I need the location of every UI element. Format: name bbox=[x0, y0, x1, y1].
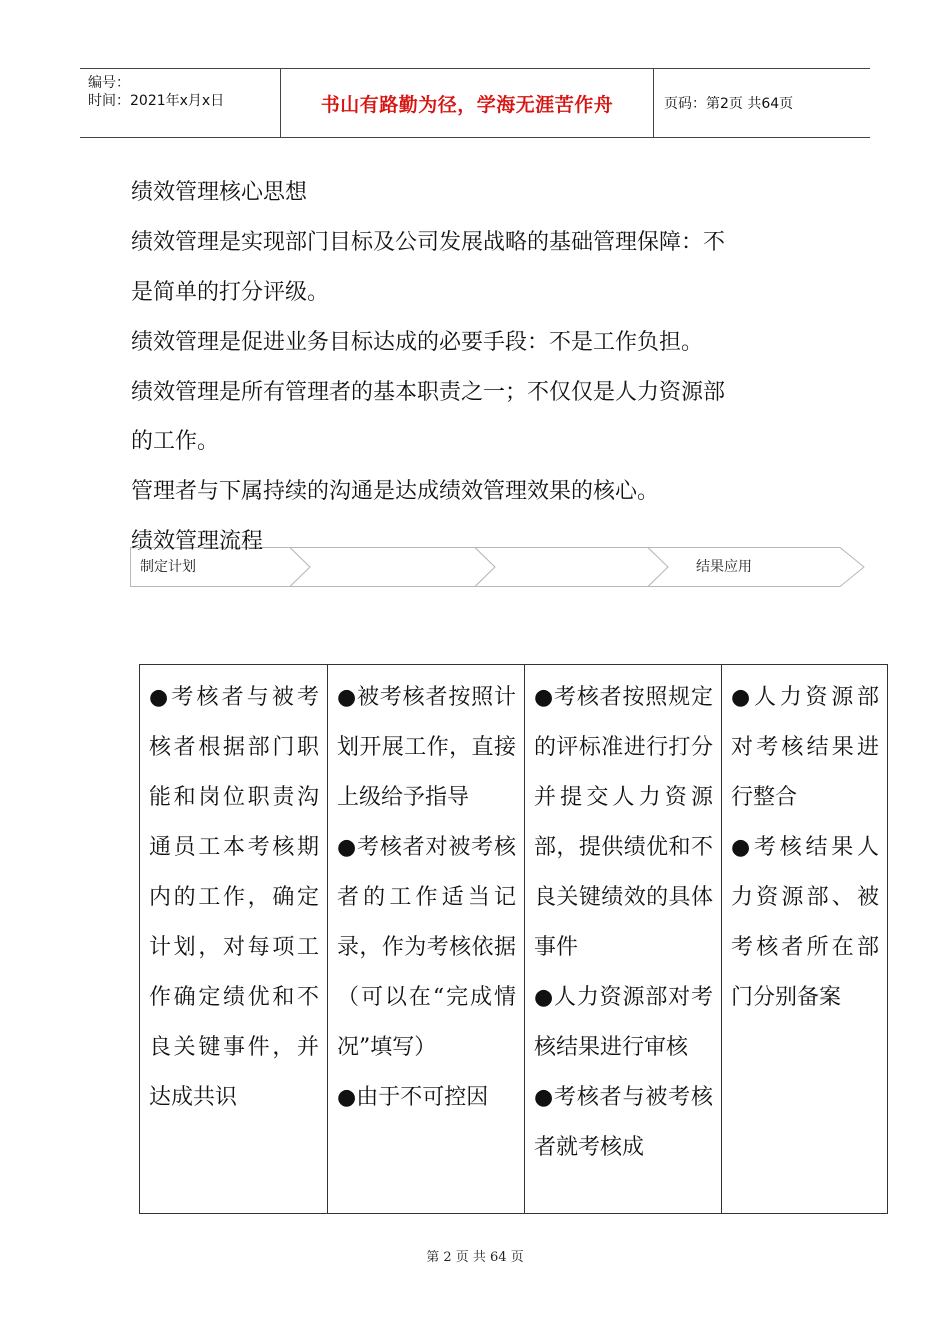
header-page-label: 页码：第2页 共64页 bbox=[664, 96, 794, 112]
header-motto: 书山有路勤为径，学海无涯苦作舟 bbox=[281, 69, 654, 137]
paragraph-3-line-2: 的工作。 bbox=[131, 429, 220, 454]
flow-step-4-shape bbox=[648, 548, 864, 587]
page-header bbox=[80, 68, 870, 138]
table-cell-plan bbox=[140, 665, 328, 1214]
list-item: ●人力资源部对考核结果进行整合 bbox=[731, 685, 879, 810]
paragraph-2: 绩效管理是促进业务目标达成的必要手段：不是工作负担。 bbox=[131, 330, 704, 355]
table-cell-apply bbox=[722, 665, 888, 1214]
table-cell-execute bbox=[328, 665, 525, 1214]
header-meta-cell bbox=[80, 69, 281, 137]
date-label: 时间：2021年x月x日 bbox=[88, 93, 225, 109]
list-item: ●考核者与被考核者就考核成 bbox=[534, 1085, 713, 1160]
number-label: 编号： bbox=[88, 75, 130, 91]
list-item: ●考核者按照规定的评标准进行打分并提交人力资源部，提供绩优和不良关键绩效的具体事件 bbox=[534, 685, 713, 960]
flow-step-1-label: 制定计划 bbox=[140, 559, 196, 575]
list-item: ●考核者对被考核者的工作适当记录，作为考核依据（可以在“完成情况”填写） bbox=[337, 835, 516, 1060]
section-heading-process: 绩效管理流程 bbox=[131, 529, 264, 554]
list-item: ●由于不可控因 bbox=[337, 1085, 489, 1110]
flow-step-3-shape bbox=[475, 548, 668, 587]
section-heading-core: 绩效管理核心思想 bbox=[131, 180, 308, 205]
paragraph-4: 管理者与下属持续的沟通是达成绩效管理效果的核心。 bbox=[131, 479, 660, 504]
paragraph-1-line-2: 是简单的打分评级。 bbox=[131, 280, 330, 305]
page-footer: 第 2 页 共 64 页 bbox=[426, 1250, 524, 1265]
list-item: ●考核结果人力资源部、被考核者所在部门分别备案 bbox=[731, 835, 879, 1010]
paragraph-3-line-1: 绩效管理是所有管理者的基本职责之一；不仅仅是人力资源部 bbox=[131, 380, 726, 405]
list-item: ●被考核者按照计划开展工作，直接上级给予指导 bbox=[337, 685, 516, 810]
flow-step-2-shape bbox=[290, 548, 495, 587]
list-item: ●人力资源部对考核结果进行审核 bbox=[534, 985, 713, 1060]
table-cell-evaluate bbox=[525, 665, 722, 1214]
paragraph-1-line-1: 绩效管理是实现部门目标及公司发展战略的基础管理保障：不 bbox=[131, 230, 726, 255]
list-item: ●考核者与被考核者根据部门职能和岗位职责沟通员工本考核期内的工作，确定计划，对每项工作确定绩优和不良关键事件，并达成共识 bbox=[149, 685, 319, 1110]
flow-step-4-label: 结果应用 bbox=[696, 559, 752, 575]
process-detail-table bbox=[139, 664, 888, 1214]
table-row bbox=[140, 665, 888, 1214]
